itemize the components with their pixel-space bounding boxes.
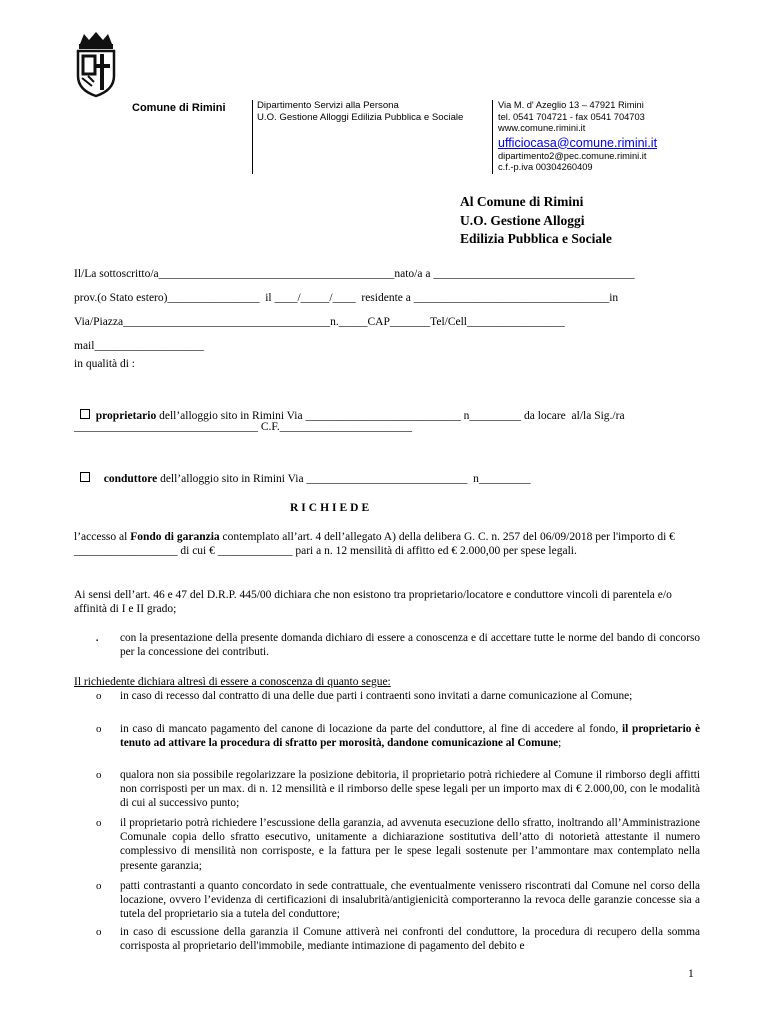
commune-name: Comune di Rimini [132, 102, 226, 114]
tenant-text: dell’alloggio sito in Rimini Via ____________________________ n_________ [157, 473, 531, 485]
letterhead-contacts [492, 100, 701, 174]
rimini-coat-of-arms-logo [74, 30, 118, 98]
tenant-checkbox[interactable] [80, 472, 90, 482]
contact-line: c.f.-p.iva 00304260409 [498, 162, 593, 172]
list-item-text: in caso di recesso dal contratto di una delle due parti i contraenti sono invitati a darne comunicazione al Comune; [120, 690, 633, 702]
owner-label: proprietario [95, 410, 157, 422]
bullet-mark: o [96, 880, 102, 892]
address-line: Edilizia Pubblica e Sociale [460, 231, 612, 246]
dept-line: Dipartimento Servizi alla Persona [257, 100, 399, 111]
form-line-residence[interactable]: prov.(o Stato estero)________________ il ____/_____/____ residente a __________________________________in [74, 292, 619, 304]
dept-line: U.O. Gestione Alloggi Edilizia Pubblica e Sociale [257, 112, 464, 123]
request-text-rest: contemplato all’art. 4 dell’allegato A) della delibera G. C. n. 257 del 06/09/2018 per l'importo di € __________________ di cui € _____________ pari a n. 12 mensilità di affitto ed € 2.000,00 per spese legali. [74, 531, 675, 558]
list-item [74, 689, 700, 703]
letterhead-department [252, 100, 489, 174]
bullet-mark: o [96, 723, 102, 735]
owner-text: dell’alloggio sito in Rimini Via ___________________________ n_________ da locare al/la Sig./ra [156, 410, 625, 422]
fund-name: Fondo di garanzia [130, 531, 220, 543]
list-text-end: ; [558, 737, 562, 750]
option-tenant[interactable] [74, 460, 531, 485]
request-paragraph [74, 530, 700, 558]
list-text: in caso di mancato pagamento del canone di locazione da parte del conduttore, al fine di accedere al fondo, [120, 723, 623, 735]
list-text-bold: il proprietario è tenuto ad attivare la procedura di sfratto per morosità, dandone comunicazione al Comune [120, 723, 701, 750]
list-item-text [120, 722, 700, 750]
declaration-paragraph: Ai sensi dell’art. 46 e 47 del D.R.P. 445/00 dichiara che non esistono tra proprietario/locatore e conduttore vincoli di parentela e/o affinità di I e II grado; [74, 589, 672, 616]
square-bullet: ▪ [96, 638, 99, 644]
list-item [74, 925, 700, 953]
request-text: l’accesso al [74, 531, 131, 543]
address-line: Al Comune di Rimini [460, 194, 584, 209]
form-line-mail[interactable]: mail___________________ [74, 340, 204, 352]
list-item [74, 816, 700, 873]
contact-line: Via M. d' Azeglio 13 – 47921 Rimini [498, 100, 644, 110]
list-item-text: con la presentazione della presente domanda dichiaro di essere a conoscenza e di accettare tutte le norme del bando di concorso per la concessione dei contributi. [120, 632, 700, 659]
list-item-text: il proprietario potrà richiedere l’escussione della garanzia, ad avvenuta esecuzione dello sfratto, inoltrando all’Amministrazione Comunale copia dello sfratto esecutivo, unitamente a dichiarazione sostitutiva dell’atto di notorietà attestante il numero complessivo di mensilità non corrisposte, e la fattura per le spese legali sostenute per l’ammontare max contemplato nella presente garanzia; [120, 817, 700, 872]
list-item-text: in caso di escussione della garanzia il Comune attiverà nei confronti del conduttore, la procedura di recupero della somma corrisposta al proprietario dell'immobile, mediante intimazione di pagamento del debito e [120, 926, 700, 953]
tenant-label: conduttore [103, 473, 158, 485]
option-owner[interactable] [74, 397, 625, 422]
list-item [74, 631, 700, 659]
awareness-heading: Il richiedente dichiara altresì di essere a conoscenza di quanto segue: [74, 676, 391, 688]
list-item-text: patti contrastanti a quanto concordato in sede contrattuale, che eventualmente venissero riscontrati dal Comune nel corso della locazione, ovvero l’evidenza di certificazioni di insalubrità/antigienicità comporteranno la revoca delle garanzie concesse sia a tutela del proprietario sia a tutela del conduttore; [120, 880, 700, 921]
form-line-address[interactable]: Via/Piazza____________________________________n._____CAP_______Tel/Cell_________________ [74, 316, 565, 328]
owner-checkbox[interactable] [80, 409, 90, 419]
contact-line: www.comune.rimini.it [498, 123, 586, 133]
list-item [74, 879, 700, 922]
email-link[interactable]: ufficiocasa@comune.rimini.it [498, 135, 658, 150]
letterhead [124, 100, 700, 176]
owner-line-2[interactable]: ________________________________ C.F._______________________ [74, 421, 413, 433]
list-item-text: qualora non sia possibile regolarizzare la posizione debitoria, il proprietario potrà richiedere al Comune il rimborso degli affitti non corrisposti per un max. di n. 12 mensilità e il rimborso delle spese legali per un importo max di € 2.000,00, con le modalità di cui al successivo punto; [120, 769, 700, 810]
page-number: 1 [688, 968, 694, 980]
bullet-mark: o [96, 769, 102, 781]
section-title: RICHIEDE [290, 502, 373, 514]
contact-line: dipartimento2@pec.comune.rimini.it [498, 150, 647, 161]
form-line-name[interactable]: Il/La sottoscritto/a_________________________________________nato/a a ___________________________________ [74, 268, 635, 280]
list-item [74, 768, 700, 811]
contact-line: tel. 0541 704721 - fax 0541 704703 [498, 111, 645, 122]
address-line: U.O. Gestione Alloggi [460, 212, 585, 228]
letterhead-commune [124, 100, 244, 174]
recipient-address [460, 193, 612, 249]
bullet-mark: o [96, 690, 102, 702]
form-line-role-label: in qualità di : [74, 358, 136, 370]
bullet-mark: o [96, 817, 102, 829]
list-item [74, 722, 700, 750]
bullet-mark: o [96, 926, 102, 938]
